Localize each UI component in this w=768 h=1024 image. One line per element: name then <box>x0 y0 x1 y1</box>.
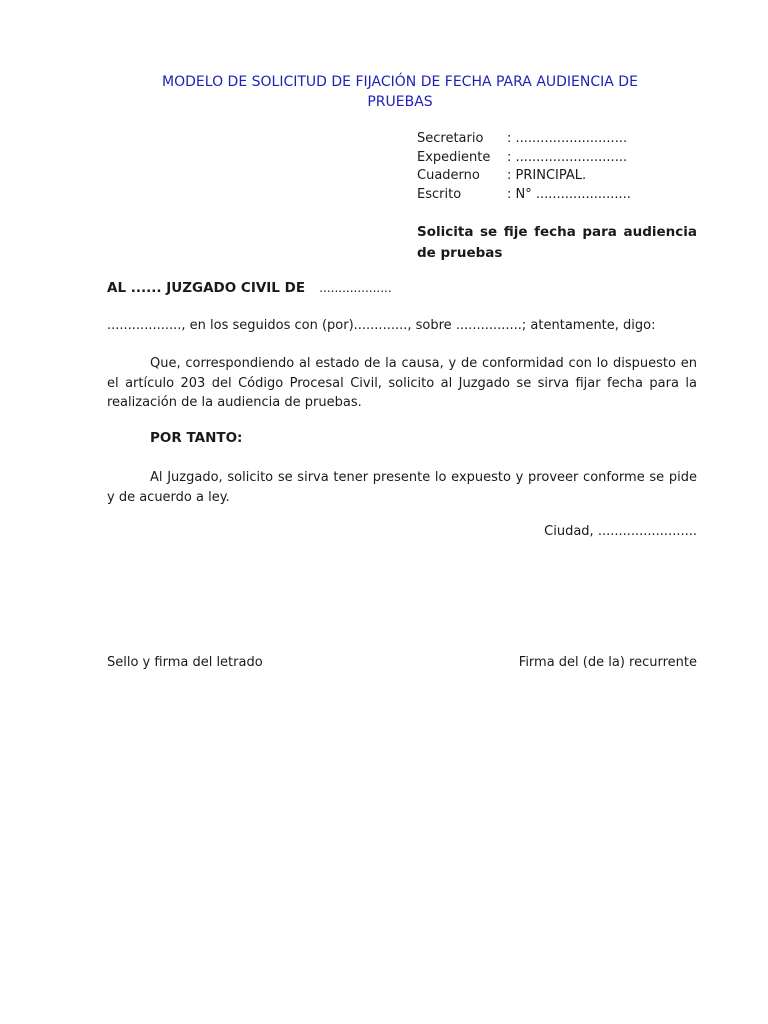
closing-paragraph: Al Juzgado, solicito se sirva tener presente lo expuesto y proveer conforme se pide y de acuerdo a ley. <box>107 470 697 505</box>
case-metadata <box>417 130 631 204</box>
meta-row-expediente <box>417 149 631 168</box>
lawyer-signature-label: Sello y firma del letrado <box>107 655 263 670</box>
meta-key: Escrito <box>417 186 462 202</box>
meta-value: : ........................... <box>507 149 628 165</box>
document-title-line-1: MODELO DE SOLICITUD DE FIJACIÓN DE FECHA PARA AUDIENCIA DE <box>162 74 638 90</box>
meta-value: : PRINCIPAL. <box>507 168 587 183</box>
intro-paragraph: .................., en los seguidos con (por)............., sobre ................; atentamente, digo: <box>107 318 656 333</box>
addressee-blank: ................... <box>319 281 392 295</box>
meta-value: : ........................... <box>507 131 628 146</box>
city-date-line: Ciudad, ........................ <box>544 524 697 539</box>
meta-key: Expediente <box>417 149 491 165</box>
document-title <box>110 72 690 112</box>
addressee-label: AL ...... JUZGADO CIVIL DE <box>107 280 306 296</box>
addressee-line <box>107 280 392 296</box>
meta-value: : N° ....................... <box>507 186 631 202</box>
request-summary: Solicita se fije fecha para audiencia de pruebas <box>417 224 697 261</box>
meta-row-escrito <box>417 186 631 205</box>
meta-row-cuaderno <box>417 167 631 186</box>
meta-key: Cuaderno <box>417 168 480 183</box>
por-tanto-heading: POR TANTO: <box>150 430 243 446</box>
meta-key: Secretario <box>417 131 484 146</box>
document-title-line-2: PRUEBAS <box>367 94 433 110</box>
meta-row-secretario <box>417 130 631 149</box>
body-paragraph: Que, correspondiendo al estado de la causa, y de conformidad con lo dispuesto en el artículo 203 del Código Procesal Civil, solicito al Juzgado se sirva fijar fecha para la realización de la audiencia de pruebas. <box>107 356 697 410</box>
applicant-signature-label: Firma del (de la) recurrente <box>518 655 697 670</box>
